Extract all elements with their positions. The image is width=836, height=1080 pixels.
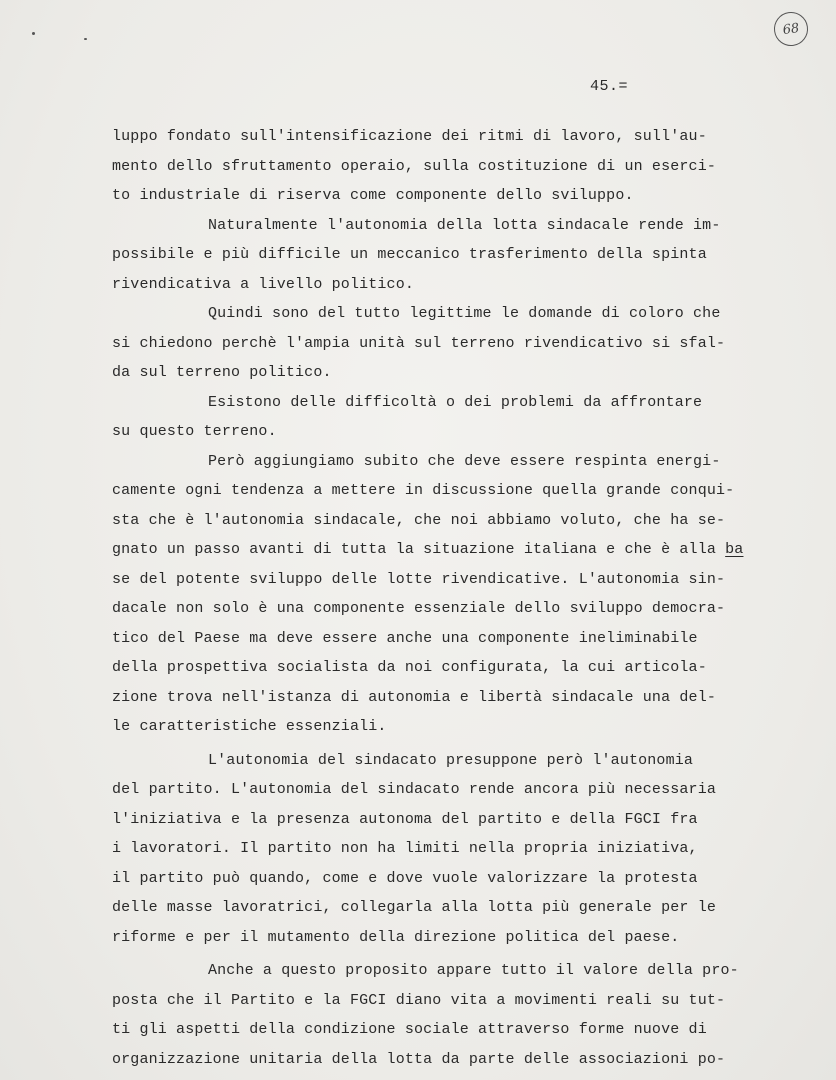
scan-speck [84, 38, 87, 40]
text-line: camente ogni tendenza a mettere in discussione quella grande conqui- [112, 482, 735, 499]
text-line-main: gnato un passo avanti di tutta la situazione italiana e che è alla [112, 541, 726, 558]
text-line: l'iniziativa e la presenza autonoma del partito e della FGCI fra [112, 810, 698, 828]
text-line: zione trova nell'istanza di autonomia e libertà sindacale una del- [112, 688, 716, 706]
text-line: della prospettiva socialista da noi configurata, la cui articola- [112, 659, 707, 676]
page-stamp [772, 10, 810, 48]
text-line: su questo terreno. [112, 423, 277, 440]
text-line: Però aggiungiamo subito che deve essere respinta energi- [208, 452, 721, 470]
text-line: tico del Paese ma deve essere anche una componente ineliminabile [112, 629, 698, 647]
text-line [112, 535, 772, 565]
text-line: ti gli aspetti della condizione sociale attraverso forme nuove di [112, 1021, 707, 1038]
text-line: posta che il Partito e la FGCI diano vita a movimenti reali su tut- [112, 991, 726, 1009]
text-line: Anche a questo proposito appare tutto il valore della pro- [208, 962, 739, 979]
typewritten-body [112, 122, 772, 1074]
text-line: riforme e per il mutamento della direzione politica del paese. [112, 928, 680, 946]
text-line: luppo fondato sull'intensificazione dei ritmi di lavoro, sull'au- [112, 128, 707, 145]
text-line: Esistono delle difficoltà o dei problemi da affrontare [208, 393, 703, 411]
text-line: mento dello sfruttamento operaio, sulla costituzione di un eserci- [112, 157, 716, 175]
page-stamp-number: 68 [781, 20, 801, 38]
text-line: Naturalmente l'autonomia della lotta sindacale rende im- [208, 216, 721, 234]
text-line: rivendicativa a livello politico. [112, 275, 414, 293]
text-line: Quindi sono del tutto legittime le domande di coloro che [208, 305, 721, 322]
text-line: delle masse lavoratrici, collegarla alla lotta più generale per le [112, 899, 716, 916]
scan-speck [32, 32, 35, 35]
text-line: sta che è l'autonomia sindacale, che noi abbiamo voluto, che ha se- [112, 511, 726, 529]
text-line: dacale non solo è una componente essenziale dello sviluppo democra- [112, 600, 726, 617]
text-line: possibile e più difficile un meccanico trasferimento della spinta [112, 246, 707, 263]
text-line: del partito. L'autonomia del sindacato rende ancora più necessaria [112, 781, 716, 798]
text-line: se del potente sviluppo delle lotte rivendicative. L'autonomia sin- [112, 570, 726, 588]
text-line: il partito può quando, come e dove vuole valorizzare la protesta [112, 869, 698, 887]
text-line: i lavoratori. Il partito non ha limiti nella propria iniziativa, [112, 840, 698, 857]
underlined-fragment: ba [725, 541, 744, 558]
text-line: L'autonomia del sindacato presuppone però l'autonomia [208, 751, 694, 769]
text-line: le caratteristiche essenziali. [112, 718, 387, 735]
text-line: da sul terreno politico. [112, 364, 332, 381]
page-number: 45.= [590, 78, 629, 95]
text-line: organizzazione unitaria della lotta da parte delle associazioni po- [112, 1050, 726, 1068]
text-line: si chiedono perchè l'ampia unità sul terreno rivendicativo si sfal- [112, 334, 726, 352]
text-line: to industriale di riserva come componente dello sviluppo. [112, 187, 634, 204]
